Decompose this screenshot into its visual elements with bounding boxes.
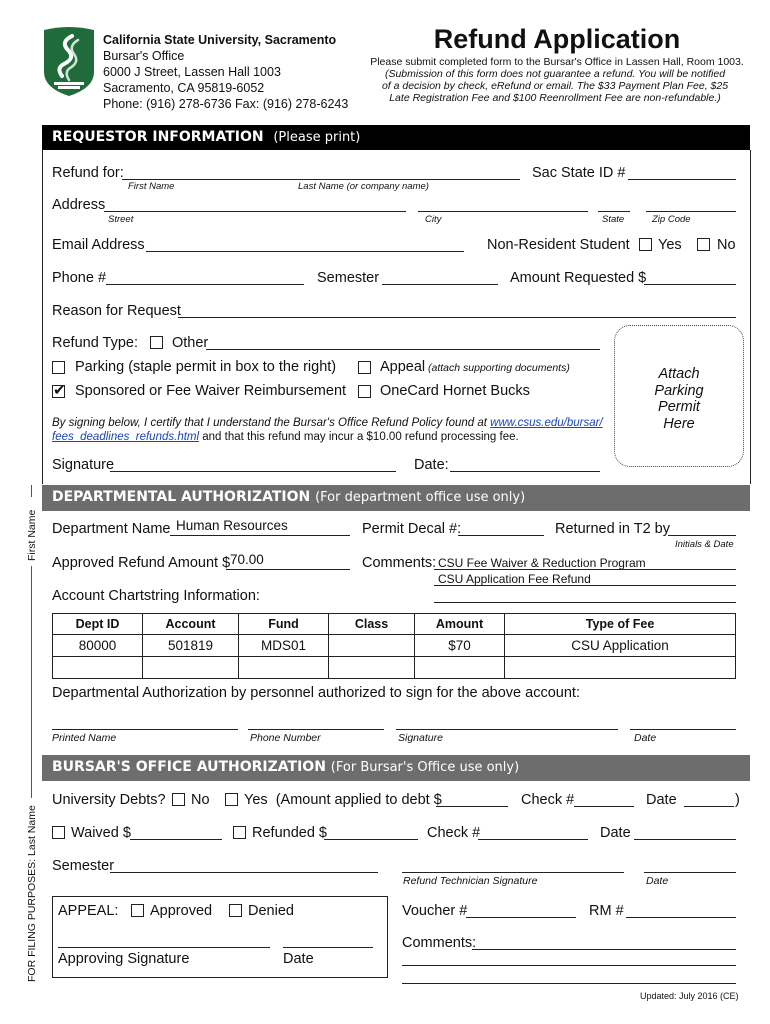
chartstring-table — [52, 613, 736, 679]
table-cell[interactable] — [143, 657, 239, 679]
bursar-heading: BURSAR'S OFFICE AUTHORIZATION — [52, 759, 326, 775]
other-line[interactable] — [206, 349, 600, 350]
waived-checkbox[interactable] — [52, 826, 65, 839]
appeal-checkbox[interactable] — [358, 361, 371, 374]
other-checkbox[interactable] — [150, 336, 163, 349]
parking-checkbox[interactable] — [52, 361, 65, 374]
table-cell[interactable] — [329, 657, 415, 679]
reason-line[interactable] — [178, 317, 736, 318]
approving-date-line[interactable] — [283, 947, 373, 948]
first-name-caption: First Name — [128, 181, 175, 192]
bursar-comments-line-3[interactable] — [402, 983, 736, 984]
submit-instruction: Please submit completed form to the Bursar's Office in Lassen Hall, Room 1003. — [370, 56, 744, 68]
tech-date-line[interactable] — [644, 872, 736, 873]
debts-no-label: No — [191, 792, 210, 808]
address-label: Address — [52, 197, 106, 213]
updated-note: Updated: July 2016 (CE) — [640, 991, 739, 1001]
bursar-comments-line-1[interactable] — [472, 949, 736, 950]
university-logo — [42, 26, 96, 98]
appeal-denied-label: Denied — [248, 903, 294, 919]
col-amount: Amount — [415, 614, 505, 635]
reason-label: Reason for Request — [52, 303, 181, 319]
amount-requested-label: Amount Requested $ — [510, 270, 647, 286]
approving-signature-line[interactable] — [58, 947, 270, 948]
non-resident-yes-checkbox[interactable] — [639, 238, 652, 251]
comments-line-2[interactable] — [434, 585, 736, 586]
voucher-line[interactable] — [466, 917, 576, 918]
table-cell[interactable]: 80000 — [53, 635, 143, 657]
approved-amount-label: Approved Refund Amount $ — [52, 555, 231, 571]
tech-signature-line[interactable] — [402, 872, 624, 873]
form-title: Refund Application — [433, 24, 681, 54]
requestor-date-line[interactable] — [450, 471, 600, 472]
office-name: Bursar's Office — [103, 49, 185, 63]
table-cell[interactable] — [239, 657, 329, 679]
departmental-heading: DEPARTMENTAL AUTHORIZATION — [52, 489, 311, 505]
dept-signature-caption: Signature — [398, 732, 443, 744]
refund-policy-link[interactable]: www.csus.edu/bursar/ — [490, 417, 603, 429]
onecard-label: OneCard Hornet Bucks — [380, 383, 530, 399]
debts-yes-label: Yes (Amount applied to debt $ — [244, 792, 442, 808]
non-resident-no-checkbox[interactable] — [697, 238, 710, 251]
certify-tail: and that this refund may incur a $10.00 refund processing fee. — [202, 431, 519, 443]
other-label: Other — [172, 335, 209, 351]
sac-state-id-label: Sac State ID # — [532, 165, 626, 181]
university-name: California State University, Sacramento — [103, 33, 337, 47]
rm-label: RM # — [589, 903, 624, 919]
comment-line-2[interactable]: CSU Application Fee Refund — [438, 572, 591, 586]
university-debts-label: University Debts? — [52, 792, 166, 808]
office-city: Sacramento, CA 95819-6052 — [103, 81, 265, 95]
voucher-label: Voucher # — [402, 903, 468, 919]
appeal-note: (attach supporting documents) — [428, 362, 570, 374]
attach-permit-text: Attach Parking Permit Here — [654, 366, 704, 432]
debts-no-checkbox[interactable] — [172, 793, 185, 806]
left-border — [42, 150, 43, 484]
debt-date-label: Date — [646, 792, 677, 808]
submission-note: (Submission of this form does not guarantee a refund. You will be notified of a decision by check, eRefund or email. The $33 Payment Plan Fee, $25 Late Registration Fee and $100 Reenrollment Fee are non-refundable.) — [381, 68, 729, 104]
bursar-heading-sub: (For Bursar's Office use only) — [330, 760, 520, 775]
refund-date-line[interactable] — [634, 839, 736, 840]
side-first-name: First Name — [26, 509, 38, 561]
approving-date-label: Date — [283, 951, 314, 967]
refund-check-label: Check # — [427, 825, 481, 841]
refunded-label: Refunded $ — [252, 825, 327, 841]
phone-number-caption: Phone Number — [250, 732, 321, 744]
approved-amount-value[interactable]: 70.00 — [230, 552, 264, 567]
chartstring-header-row — [53, 614, 736, 635]
debt-check-line[interactable] — [574, 806, 634, 807]
table-cell[interactable]: MDS01 — [239, 635, 329, 657]
side-guide-line-top — [31, 485, 32, 497]
dept-phone-line[interactable] — [248, 729, 384, 730]
semester-label: Semester — [317, 270, 380, 286]
right-border — [750, 150, 751, 484]
comments-line-1[interactable] — [434, 569, 736, 570]
printed-name-caption: Printed Name — [52, 732, 117, 744]
requestor-signature-label: Signature — [52, 457, 115, 473]
appeal-approved-label: Approved — [150, 903, 213, 919]
table-cell[interactable]: $70 — [415, 635, 505, 657]
approved-amount-line[interactable] — [226, 569, 350, 570]
permit-decal-label: Permit Decal #: — [362, 521, 462, 537]
bursar-semester-label: Semester — [52, 858, 115, 874]
non-resident-label: Non-Resident Student — [487, 237, 630, 253]
zip-caption: Zip Code — [652, 214, 691, 225]
side-filing-purposes: FOR FILING PURPOSES: Last Name — [26, 805, 38, 982]
col-fund: Fund — [239, 614, 329, 635]
city-caption: City — [425, 214, 442, 225]
rm-line[interactable] — [626, 917, 736, 918]
email-line[interactable] — [146, 251, 464, 252]
table-row — [53, 635, 736, 657]
requestor-section-header — [42, 125, 750, 150]
col-account: Account — [143, 614, 239, 635]
debt-amount-line[interactable] — [436, 806, 508, 807]
sponsored-checkbox[interactable] — [52, 385, 65, 398]
chartstring-label: Account Chartstring Information: — [52, 588, 260, 604]
office-street: 6000 J Street, Lassen Hall 1003 — [103, 65, 281, 79]
onecard-checkbox[interactable] — [358, 385, 371, 398]
debts-yes-checkbox[interactable] — [225, 793, 238, 806]
appeal-denied-checkbox[interactable] — [229, 904, 242, 917]
non-resident-yes-label: Yes — [658, 237, 682, 253]
printed-name-line[interactable] — [52, 729, 238, 730]
requestor-signature-line[interactable] — [110, 471, 396, 472]
waived-label: Waived $ — [71, 825, 131, 841]
side-guide-line-mid — [31, 566, 32, 798]
office-phone-fax: Phone: (916) 278-6736 Fax: (916) 278-6243 — [103, 97, 349, 111]
initials-date-caption: Initials & Date — [675, 539, 734, 550]
comments-line-3[interactable] — [434, 602, 736, 603]
street-caption: Street — [108, 214, 134, 225]
debt-check-label: Check # — [521, 792, 575, 808]
authorization-text: Departmental Authorization by personnel authorized to sign for the above account: — [52, 685, 580, 701]
col-class: Class — [329, 614, 415, 635]
requestor-heading-sub: (Please print) — [273, 130, 361, 145]
col-dept-id: Dept ID — [53, 614, 143, 635]
sponsored-label: Sponsored or Fee Waiver Reimbursement — [75, 383, 347, 399]
dept-date-line[interactable] — [630, 729, 736, 730]
table-cell[interactable]: CSU Application — [505, 635, 736, 657]
department-name-label: Department Name — [52, 521, 171, 537]
waived-line[interactable] — [130, 839, 222, 840]
permit-decal-line[interactable] — [458, 535, 544, 536]
table-cell[interactable] — [329, 635, 415, 657]
email-label: Email Address — [52, 237, 145, 253]
dept-date-caption: Date — [634, 732, 657, 744]
department-name-value[interactable]: Human Resources — [176, 518, 288, 533]
refund-for-line[interactable] — [122, 179, 520, 180]
table-cell[interactable] — [505, 657, 736, 679]
bursar-section-header — [42, 755, 750, 781]
last-name-caption: Last Name (or company name) — [298, 181, 429, 192]
departmental-heading-sub: (For department office use only) — [315, 490, 526, 505]
city-line[interactable] — [418, 211, 588, 212]
debt-date-line[interactable] — [684, 806, 734, 807]
refunded-line[interactable] — [324, 839, 418, 840]
departmental-section-header — [42, 485, 750, 511]
refund-type-label: Refund Type: — [52, 335, 138, 351]
department-name-line[interactable] — [170, 535, 350, 536]
parking-label: Parking (staple permit in box to the right) — [75, 359, 337, 375]
non-resident-no-label: No — [717, 237, 736, 253]
state-caption: State — [602, 214, 625, 225]
semester-line[interactable] — [382, 284, 498, 285]
comments-label: Comments: — [362, 555, 437, 571]
dept-signature-line[interactable] — [396, 729, 618, 730]
requestor-date-label: Date: — [414, 457, 449, 473]
returned-t2-line[interactable] — [668, 535, 736, 536]
zip-line[interactable] — [646, 211, 736, 212]
refund-policy-link-continued[interactable]: fees_deadlines_refunds.html — [52, 431, 200, 443]
tech-signature-caption: Refund Technician Signature — [403, 875, 538, 887]
bursar-semester-line[interactable] — [110, 872, 378, 873]
refund-date-label: Date — [600, 825, 631, 841]
refund-for-label: Refund for: — [52, 165, 124, 181]
debt-close-paren: ) — [735, 792, 740, 808]
state-line[interactable] — [598, 211, 630, 212]
table-cell[interactable] — [415, 657, 505, 679]
col-type-of-fee: Type of Fee — [505, 614, 736, 635]
bursar-comments-line-2[interactable] — [402, 965, 736, 966]
requestor-heading: REQUESTOR INFORMATION — [52, 129, 264, 145]
returned-t2-label: Returned in T2 by — [555, 521, 670, 537]
table-row — [53, 657, 736, 679]
table-cell[interactable] — [53, 657, 143, 679]
certify-text: By signing below, I certify that I understand the Bursar's Office Refund Policy found at — [52, 417, 487, 429]
approving-signature-label: Approving Signature — [58, 951, 190, 967]
table-cell[interactable]: 501819 — [143, 635, 239, 657]
appeal-label-bursar: APPEAL: — [58, 903, 119, 919]
appeal-label: Appeal — [380, 359, 426, 375]
refund-check-line[interactable] — [478, 839, 588, 840]
phone-line[interactable] — [106, 284, 304, 285]
refunded-checkbox[interactable] — [233, 826, 246, 839]
comment-line-1[interactable]: CSU Fee Waiver & Reduction Program — [438, 556, 646, 570]
bursar-comments-label: Comments: — [402, 935, 477, 951]
amount-requested-line[interactable] — [644, 284, 736, 285]
tech-date-caption: Date — [646, 875, 669, 887]
phone-label: Phone # — [52, 270, 107, 286]
street-line[interactable] — [104, 211, 406, 212]
sac-state-id-line[interactable] — [628, 179, 736, 180]
appeal-approved-checkbox[interactable] — [131, 904, 144, 917]
